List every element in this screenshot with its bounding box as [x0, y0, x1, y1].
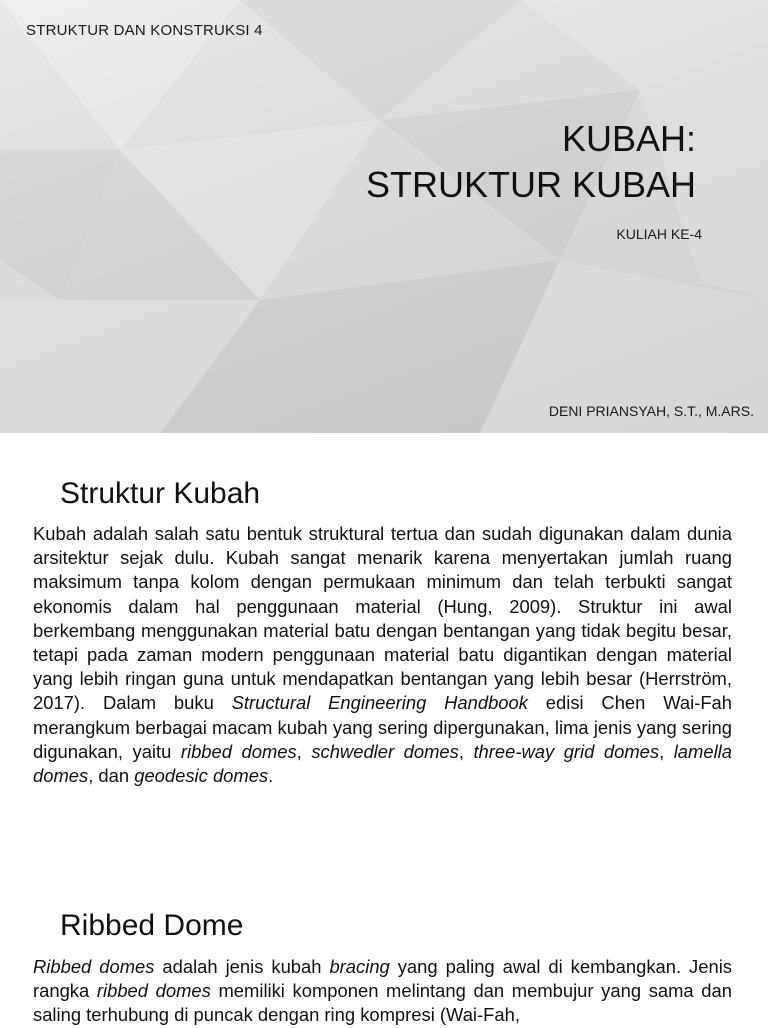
section-heading-struktur-kubah: Struktur Kubah	[60, 477, 261, 510]
title-line-2: STRUKTUR KUBAH	[365, 164, 696, 205]
title-line-1: KUBAH:	[561, 118, 696, 159]
section-heading-ribbed-dome: Ribbed Dome	[60, 909, 244, 942]
lecture-number: KULIAH KE-4	[616, 226, 702, 242]
text-run: memiliki komponen melintang dan membujur yang sama dan saling terhubung di puncak dengan ring kompresi (Wai-Fah,	[33, 980, 732, 1026]
term-lamella-domes: lamella domes	[33, 740, 732, 787]
course-name: STRUKTUR DAN KONSTRUKSI 4	[26, 22, 263, 39]
term-three-way-grid-domes: three-way grid domes	[473, 740, 660, 762]
text-run: , dan	[88, 765, 135, 787]
author-name: DENI PRIANSYAH, S.T., M.ARS.	[548, 403, 754, 419]
paragraph-struktur-kubah	[33, 522, 732, 788]
term-ribbed-domes: ribbed domes	[180, 740, 297, 762]
slide-title	[366, 116, 696, 208]
content-slide	[0, 433, 768, 1024]
term-ribbed-domes: ribbed domes	[96, 980, 211, 1002]
term-ribbed-domes: Ribbed domes	[33, 956, 155, 977]
book-title: Structural Engineering Handbook	[231, 692, 528, 714]
paragraph-ribbed-dome	[33, 955, 732, 1028]
term-geodesic-domes: geodesic domes	[134, 765, 269, 787]
text-run: ,	[659, 740, 674, 762]
faceted-background	[0, 0, 768, 433]
text-run: yang paling awal di kembangkan. Jenis rangka	[33, 956, 732, 1002]
text-run: edisi Chen Wai-Fah merangkum berbagai macam kubah yang sering dipergunakan, lima jenis yang sering digunakan, yaitu	[33, 692, 733, 762]
text-run: Kubah adalah salah satu bentuk struktural tertua dan sudah digunakan dalam dunia arsitektur sejak dulu. Kubah sangat menarik karena menyertakan jumlah ruang maksimum tanpa kolom dengan permukaan minimum dan telah terbukti sangat ekonomis dalam hal penggunaan material (Hung, 2009). Struktur ini awal berkembang menggunakan material batu dengan bentangan yang tidak begitu besar, tetapi pada zaman modern penggunaan material batu digantikan dengan material yang lebih ringan guna untuk mendapatkan bentangan yang lebih besar (Herrström, 2017). Dalam buku	[33, 523, 732, 714]
term-bracing: bracing	[329, 956, 390, 977]
text-run: .	[268, 765, 274, 787]
text-run: adalah jenis kubah	[154, 956, 330, 977]
term-schwedler-domes: schwedler domes	[311, 740, 459, 762]
title-slide	[0, 0, 768, 433]
text-run: ,	[296, 740, 312, 762]
text-run: ,	[458, 740, 474, 762]
